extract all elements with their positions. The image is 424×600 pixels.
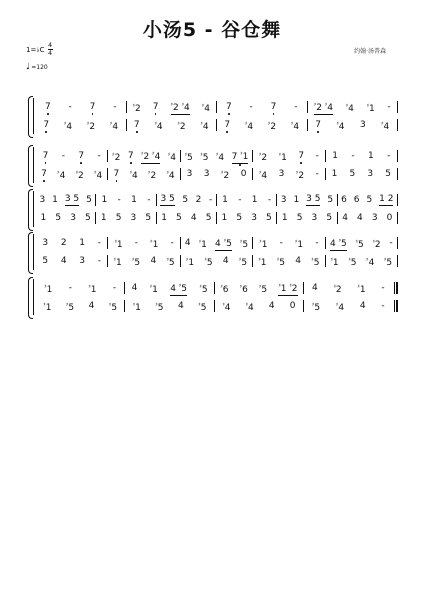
note: ♯4 <box>258 169 268 181</box>
note: 4 ♯5 <box>330 237 347 249</box>
note: - <box>208 195 213 205</box>
measure <box>36 211 95 225</box>
note: ♯1 <box>330 256 339 268</box>
measure <box>36 193 95 207</box>
note: 5 <box>42 256 49 266</box>
note: 7 <box>270 102 277 112</box>
measure <box>108 167 179 181</box>
note: 7 <box>113 169 120 179</box>
note: ♯1 <box>114 238 123 250</box>
note: ♯2 <box>333 283 342 295</box>
upper-staff <box>36 100 398 114</box>
note: ♯1 <box>43 301 52 313</box>
note: 3 5 <box>64 194 80 204</box>
measure <box>308 100 398 114</box>
note: 4 ♯5 <box>170 282 187 294</box>
note: ♯4 <box>222 301 231 313</box>
note: ♯1 ♯2 <box>278 282 298 294</box>
note: ♯6 <box>220 283 229 295</box>
note: 7 <box>43 120 50 130</box>
measure <box>253 254 324 268</box>
note: 5 <box>349 169 356 179</box>
note: 4 <box>190 213 197 223</box>
measure <box>125 299 213 313</box>
note: ♯2 <box>148 169 157 181</box>
upper-staff <box>36 149 398 163</box>
note: ♯2 <box>75 169 84 181</box>
note: ♯2 <box>267 120 277 132</box>
measure <box>326 167 397 181</box>
note: ♯5 <box>198 301 207 313</box>
opening-barline <box>33 98 34 134</box>
measure <box>181 236 252 250</box>
lower-staff <box>36 299 398 313</box>
measure <box>217 118 307 132</box>
note: 4 <box>312 283 318 293</box>
note: - <box>68 283 72 293</box>
note: 1 <box>331 169 338 179</box>
note: ♯2 <box>112 151 121 163</box>
note: 5 <box>266 213 272 223</box>
note: 4 <box>184 238 191 248</box>
measure <box>338 193 397 207</box>
lower-staff <box>36 211 398 225</box>
note: 4 <box>222 256 229 266</box>
note: 5 <box>176 213 182 223</box>
score-system <box>26 189 398 229</box>
note: ♯2 <box>221 169 230 181</box>
note: ♯5 <box>238 256 248 268</box>
note: ♯2 <box>177 120 186 132</box>
note: ♯6 <box>239 283 248 295</box>
note: - <box>315 169 319 179</box>
note: 5 <box>327 195 334 205</box>
upper-staff <box>36 281 398 295</box>
note: ♯4 <box>290 120 300 132</box>
note: - <box>387 151 391 161</box>
note: ♯4 <box>129 169 138 181</box>
note: - <box>315 238 319 248</box>
barline <box>397 101 398 113</box>
note: - <box>97 151 101 161</box>
measure <box>96 193 155 207</box>
note: ♯4 <box>245 301 254 313</box>
note: ♯4 <box>200 120 209 132</box>
note: ♯5 <box>384 256 393 268</box>
note: 1 <box>281 213 288 223</box>
note: - <box>134 238 139 248</box>
note: 4 <box>150 256 157 266</box>
note: 1 <box>221 213 228 223</box>
note: 2 <box>195 195 202 205</box>
note: 1 <box>161 213 167 223</box>
lower-staff <box>36 254 398 268</box>
note: ♯1 <box>113 256 122 268</box>
note: 7 <box>298 151 305 161</box>
note: ♯1 <box>357 283 366 295</box>
note: 4 <box>342 213 348 223</box>
note: ♯5 <box>348 256 357 268</box>
note: - <box>113 102 117 112</box>
time-signature-top: 4 <box>47 41 53 49</box>
note: 7 <box>42 151 49 161</box>
note: - <box>97 238 102 248</box>
note: 7 <box>44 102 51 112</box>
note: ♯2 <box>86 120 96 132</box>
note: 7 <box>224 120 231 130</box>
note: ♯4 <box>336 120 345 132</box>
note: ♯4 <box>167 151 176 163</box>
measure <box>308 118 398 132</box>
note: ♯5 <box>239 238 249 250</box>
note: ♯4 <box>366 256 375 268</box>
measure <box>36 281 124 295</box>
note: 3 <box>42 238 49 248</box>
note: 3 <box>367 169 374 179</box>
note: 5 <box>385 169 391 179</box>
note: - <box>315 151 319 161</box>
note: - <box>387 102 391 112</box>
note: ♯5 <box>65 301 75 313</box>
note: - <box>238 195 242 205</box>
note: 2 <box>60 238 67 248</box>
note: 0 <box>240 169 247 179</box>
note: 4 <box>131 283 138 293</box>
note: 3 <box>130 213 137 223</box>
note: 5 <box>326 213 333 223</box>
tempo-marking <box>26 62 48 72</box>
note: 5 <box>115 213 122 223</box>
note: 1 <box>368 151 374 161</box>
note: ♯4 <box>109 120 119 132</box>
score-system <box>26 232 398 272</box>
note: 3 <box>359 120 366 130</box>
note: 5 <box>86 195 92 205</box>
note: ♯1 <box>294 238 304 250</box>
note: 0 <box>386 213 393 223</box>
note: ♯2 ♯4 <box>141 150 161 162</box>
measure <box>36 236 107 250</box>
note: 7 <box>41 169 47 179</box>
measure <box>277 193 336 207</box>
measure <box>108 236 179 250</box>
note: ♯4 <box>215 151 225 163</box>
score-system <box>26 277 398 317</box>
note: 3 <box>251 213 257 223</box>
measure <box>96 211 155 225</box>
note: ♯1 <box>132 301 141 313</box>
quarter-note-icon: ♩ <box>26 62 31 72</box>
note: 3 <box>203 169 210 179</box>
opening-barline <box>33 191 34 227</box>
note: 5 <box>182 195 189 205</box>
measure <box>36 118 126 132</box>
barline <box>397 237 398 249</box>
note: ♯5 <box>311 256 320 268</box>
note: ♯5 <box>132 256 141 268</box>
note: ♯5 <box>355 238 364 250</box>
note: ♯1 <box>150 238 159 250</box>
note: 5 <box>205 213 212 223</box>
note: - <box>381 301 385 311</box>
note: 4 <box>268 301 275 311</box>
note: 4 <box>359 301 366 311</box>
note: 3 <box>278 169 285 179</box>
time-signature-bottom: 4 <box>47 49 53 57</box>
measure <box>326 149 397 163</box>
note: ♯2 <box>372 238 381 250</box>
barline <box>397 150 398 162</box>
note: ♯4 <box>201 102 210 114</box>
note: 1 <box>222 195 228 205</box>
key-signature <box>26 42 53 57</box>
note: ♯5 <box>108 301 118 313</box>
note: 7 <box>89 102 96 112</box>
note: ♯5 <box>204 256 213 268</box>
note: 1 <box>131 195 137 205</box>
note: ♯5 <box>166 256 175 268</box>
note: ♯1 <box>278 151 287 163</box>
note: 3 <box>79 256 86 266</box>
note: - <box>294 102 298 112</box>
upper-staff <box>36 193 398 207</box>
note: 3 <box>311 213 318 223</box>
tempo-value: =120 <box>31 63 48 71</box>
measure <box>157 211 216 225</box>
note: 1 <box>332 151 339 161</box>
note: 3 <box>186 169 193 179</box>
note: 5 <box>366 195 373 205</box>
note: ♯2 <box>295 169 305 181</box>
note: ♯4 <box>166 169 175 181</box>
lower-staff <box>36 167 398 181</box>
measure <box>127 118 217 132</box>
note: 1 <box>52 195 58 205</box>
note: ♯4 <box>154 120 163 132</box>
note: ♯5 <box>276 256 285 268</box>
barline <box>397 119 398 131</box>
note: 7 <box>133 120 140 130</box>
note: 5 <box>236 213 243 223</box>
note: ♯5 <box>258 283 268 295</box>
measure <box>181 167 252 181</box>
final-barline <box>394 300 399 312</box>
barline <box>397 168 398 180</box>
page-title: 小汤5 - 谷仓舞 <box>142 19 282 41</box>
measure <box>326 254 397 268</box>
note: ♯1 <box>259 238 268 250</box>
measure <box>36 167 107 181</box>
key-label: 1=♭C <box>26 45 45 54</box>
note: 7 <box>315 120 321 130</box>
opening-barline <box>33 147 34 183</box>
note: ♯1 <box>258 256 267 268</box>
measure <box>36 299 124 313</box>
note: 1 <box>79 238 86 248</box>
upper-staff <box>36 236 398 250</box>
note: 4 <box>295 256 301 266</box>
measure <box>304 281 392 295</box>
barline <box>397 255 398 267</box>
note: 6 <box>353 195 360 205</box>
note: 1 <box>293 195 300 205</box>
note: ♯1 <box>198 238 207 250</box>
barline <box>397 194 398 206</box>
score-system <box>26 96 398 136</box>
measure <box>127 100 217 114</box>
measure <box>217 211 276 225</box>
note: - <box>267 195 272 205</box>
note: 3 <box>280 195 287 205</box>
note: 3 <box>70 213 76 223</box>
note: 4 <box>88 301 95 311</box>
opening-barline <box>33 234 34 270</box>
note: 1 <box>101 195 108 205</box>
note: 6 <box>341 195 347 205</box>
note: - <box>61 151 66 161</box>
note: ♯5 <box>199 283 208 295</box>
note: 4 <box>178 301 184 311</box>
note: 1 <box>251 195 258 205</box>
measure <box>36 254 107 268</box>
note: - <box>279 238 283 248</box>
note: 4 <box>357 213 363 223</box>
measure <box>217 100 307 114</box>
measure <box>304 299 392 313</box>
note: - <box>97 256 102 266</box>
note: - <box>249 102 253 112</box>
measure <box>217 193 276 207</box>
measure <box>326 236 397 250</box>
measure <box>277 211 336 225</box>
measure <box>253 236 324 250</box>
note: 7 <box>152 102 159 112</box>
note: 4 <box>60 256 67 266</box>
measure <box>181 149 252 163</box>
note: 7 <box>78 151 85 161</box>
note: ♯5 <box>155 301 164 313</box>
note: ♯1 <box>88 283 97 295</box>
note: 5 <box>55 213 62 223</box>
time-signature <box>48 42 53 57</box>
measure <box>253 167 324 181</box>
note: ♯4 <box>94 169 103 181</box>
note: 5 <box>85 213 91 223</box>
note: - <box>147 195 151 205</box>
note: 3 <box>39 195 46 205</box>
final-barline <box>394 282 399 294</box>
note: ♯4 <box>345 102 354 114</box>
lower-staff <box>36 118 398 132</box>
note: ♯1 <box>149 283 158 295</box>
note: 7 <box>127 151 134 161</box>
note: ♯2 ♯4 <box>313 101 334 113</box>
note: ♯2 <box>258 151 268 163</box>
measure <box>253 149 324 163</box>
note: ♯4 <box>63 120 73 132</box>
note: ♯5 <box>184 151 193 163</box>
note: ♯5 <box>312 301 321 313</box>
measure <box>215 281 303 295</box>
score-system <box>26 145 398 185</box>
note: ♯4 <box>335 301 345 313</box>
opening-barline <box>33 279 34 315</box>
composer-credit: 约翰·汤普森 <box>354 48 386 55</box>
measure <box>157 193 216 207</box>
note: ♯2 ♯4 <box>170 101 190 113</box>
note: 1 2 <box>379 194 394 204</box>
note: ♯1 <box>185 256 195 268</box>
note: - <box>117 195 121 205</box>
note: 4 ♯5 <box>215 237 232 249</box>
measure <box>36 149 107 163</box>
note: - <box>389 238 393 248</box>
note: 5 <box>296 213 303 223</box>
note: 7 <box>225 102 232 112</box>
note: ♯2 <box>132 102 141 114</box>
note: - <box>351 151 355 161</box>
note: - <box>112 283 117 293</box>
measure <box>108 254 179 268</box>
note: 0 <box>289 301 296 311</box>
barline <box>397 212 398 224</box>
note: 3 <box>371 213 378 223</box>
note: 1 <box>40 213 47 223</box>
note: ♯1 <box>44 283 53 295</box>
note: ♯4 <box>244 120 254 132</box>
note: ♯5 <box>200 151 209 163</box>
note: 7 ♯1 <box>231 150 249 162</box>
note: - <box>68 102 72 112</box>
measure <box>338 211 397 225</box>
measure <box>181 254 252 268</box>
note: ♯4 <box>57 169 66 181</box>
note: 1 <box>100 213 107 223</box>
note: ♯4 <box>381 120 390 132</box>
measure <box>215 299 303 313</box>
measure <box>36 100 126 114</box>
note: 5 <box>145 213 152 223</box>
note: - <box>170 238 174 248</box>
measure <box>125 281 213 295</box>
note: 3 5 <box>160 194 175 204</box>
note: ♯1 <box>366 102 375 114</box>
measure <box>108 149 179 163</box>
note: 3 5 <box>306 194 321 204</box>
note: - <box>381 283 385 293</box>
